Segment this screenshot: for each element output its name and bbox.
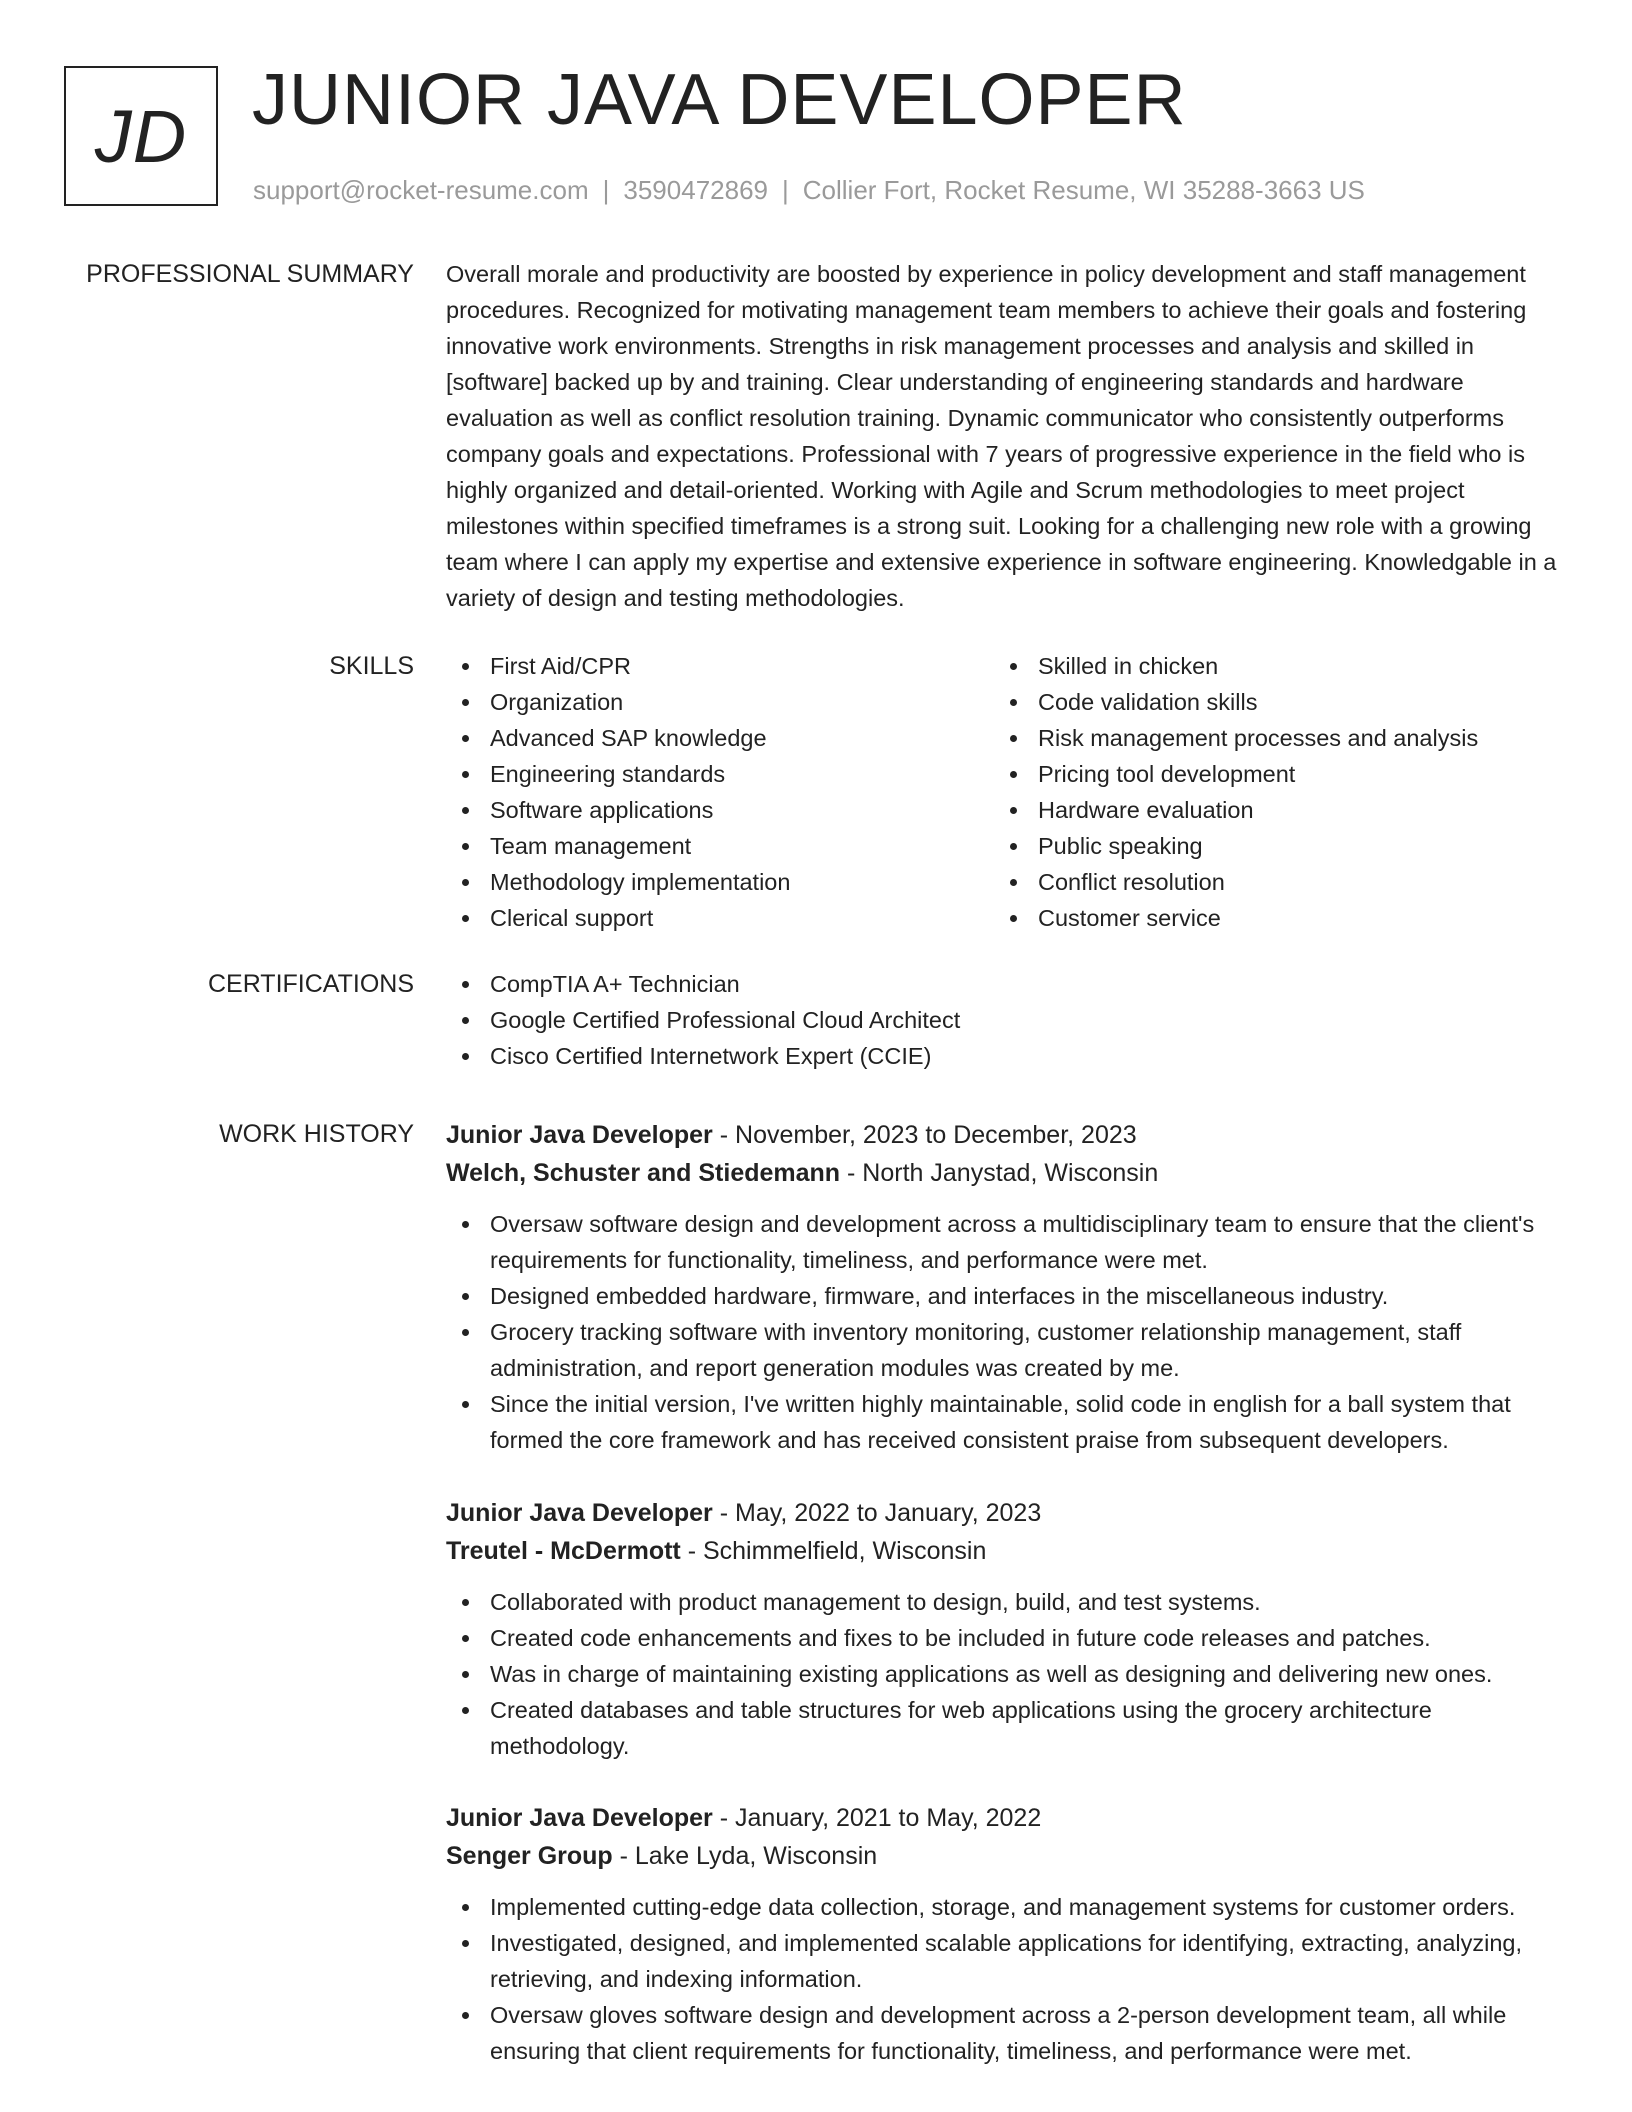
skill-item: Pricing tool development bbox=[994, 756, 1542, 792]
job-body bbox=[446, 1799, 1566, 2069]
job-bullet-list bbox=[446, 1889, 1566, 2069]
skill-item: Methodology implementation bbox=[446, 864, 994, 900]
job-location: - Lake Lyda, Wisconsin bbox=[612, 1842, 878, 1870]
job-title-line bbox=[446, 1116, 1566, 1154]
job-company-line bbox=[446, 1837, 1566, 1875]
job-bullet: Created databases and table structures for web applications using the grocery architecture methodology. bbox=[446, 1692, 1566, 1764]
job-company: Welch, Schuster and Stiedemann bbox=[446, 1159, 841, 1187]
contact-address: Collier Fort, Rocket Resume, WI 35288-3663 US bbox=[802, 175, 1365, 205]
skill-item: Code validation skills bbox=[994, 684, 1542, 720]
skill-item: Skilled in chicken bbox=[994, 648, 1542, 684]
contact-email: support@rocket-resume.com bbox=[253, 175, 589, 205]
summary-body bbox=[446, 256, 1566, 616]
job-body bbox=[446, 1116, 1566, 1458]
summary-heading: PROFESSIONAL SUMMARY bbox=[86, 260, 414, 288]
skill-item: Clerical support bbox=[446, 900, 994, 936]
certifications-heading: CERTIFICATIONS bbox=[207, 970, 414, 998]
job-body bbox=[446, 1494, 1566, 1764]
job-bullet: Was in charge of maintaining existing applications as well as designing and delivering new ones. bbox=[446, 1656, 1566, 1692]
job-bullet: Grocery tracking software with inventory monitoring, customer relationship management, staff administration, and report generation modules was created by me. bbox=[446, 1314, 1566, 1386]
skills-lists bbox=[446, 648, 1566, 936]
job-dates: - May, 2022 to January, 2023 bbox=[712, 1499, 1042, 1527]
job-title: Junior Java Developer bbox=[446, 1499, 713, 1527]
initials-monogram bbox=[64, 66, 218, 206]
skill-item: Hardware evaluation bbox=[994, 792, 1542, 828]
certifications-list bbox=[446, 966, 1566, 1074]
skill-item: First Aid/CPR bbox=[446, 648, 994, 684]
job-company-line bbox=[446, 1154, 1566, 1192]
job-bullet-list bbox=[446, 1584, 1566, 1764]
skill-item: Engineering standards bbox=[446, 756, 994, 792]
work-history-heading: WORK HISTORY bbox=[219, 1120, 414, 1148]
job-dates: - November, 2023 to December, 2023 bbox=[712, 1121, 1137, 1149]
skill-item: Software applications bbox=[446, 792, 994, 828]
contact-line bbox=[253, 172, 1365, 208]
job-title-line bbox=[446, 1494, 1566, 1532]
resume-title: JUNIOR JAVA DEVELOPER bbox=[252, 60, 1187, 140]
job-bullet: Implemented cutting-edge data collection, storage, and management systems for customer orders. bbox=[446, 1889, 1566, 1925]
job-dates: - January, 2021 to May, 2022 bbox=[712, 1804, 1042, 1832]
job-title: Junior Java Developer bbox=[446, 1804, 713, 1832]
job-title: Junior Java Developer bbox=[446, 1121, 713, 1149]
certification-item: Google Certified Professional Cloud Architect bbox=[446, 1002, 1566, 1038]
job-location: - North Janystad, Wisconsin bbox=[840, 1159, 1159, 1187]
contact-separator: | bbox=[782, 175, 789, 205]
skill-item: Conflict resolution bbox=[994, 864, 1542, 900]
initials-text: JD bbox=[94, 94, 188, 178]
summary-text: Overall morale and productivity are boosted by experience in policy development and staff management procedures. Recognized for motivating management team members to achieve their goals and fostering innovative work environments. Strengths in risk management processes and analysis and skilled in [software] backed up by and training. Clear understanding of engineering standards and hardware evaluation as well as conflict resolution training. Dynamic communicator who consistently outperforms company goals and expectations. Professional with 7 years of progressive experience in the field who is highly organized and detail-oriented. Working with Agile and Scrum methodologies to meet project milestones within specified timeframes is a strong suit. Looking for a challenging new role with a growing team where I can apply my expertise and extensive experience in software engineering. Knowledgable in a variety of design and testing methodologies. bbox=[446, 261, 1557, 611]
contact-phone: 3590472869 bbox=[623, 175, 768, 205]
job-bullet: Designed embedded hardware, firmware, and interfaces in the miscellaneous industry. bbox=[446, 1278, 1566, 1314]
job-bullet: Since the initial version, I've written highly maintainable, solid code in english for a ball system that formed the core framework and has received consistent praise from subsequent developers. bbox=[446, 1386, 1566, 1458]
certification-item: Cisco Certified Internetwork Expert (CCIE) bbox=[446, 1038, 1566, 1074]
skill-item: Organization bbox=[446, 684, 994, 720]
job-location: - Schimmelfield, Wisconsin bbox=[680, 1537, 987, 1565]
certifications-body bbox=[446, 966, 1566, 1074]
job-company: Treutel - McDermott bbox=[446, 1537, 681, 1565]
skill-item: Risk management processes and analysis bbox=[994, 720, 1542, 756]
job-bullet-list bbox=[446, 1206, 1566, 1458]
skills-heading: SKILLS bbox=[329, 652, 414, 680]
skill-item: Advanced SAP knowledge bbox=[446, 720, 994, 756]
skills-list-right bbox=[994, 648, 1542, 936]
job-bullet: Oversaw software design and development across a multidisciplinary team to ensure that the client's requirements for functionality, timeliness, and performance were met. bbox=[446, 1206, 1566, 1278]
skill-item: Customer service bbox=[994, 900, 1542, 936]
job-bullet: Collaborated with product management to design, build, and test systems. bbox=[446, 1584, 1566, 1620]
job-company: Senger Group bbox=[446, 1842, 613, 1870]
skills-list-left bbox=[446, 648, 994, 936]
job-bullet: Investigated, designed, and implemented scalable applications for identifying, extracting, analyzing, retrieving, and indexing information. bbox=[446, 1925, 1566, 1997]
job-bullet: Created code enhancements and fixes to be included in future code releases and patches. bbox=[446, 1620, 1566, 1656]
job-title-line bbox=[446, 1799, 1566, 1837]
job-company-line bbox=[446, 1532, 1566, 1570]
certification-item: CompTIA A+ Technician bbox=[446, 966, 1566, 1002]
job-bullet: Oversaw gloves software design and development across a 2-person development team, all while ensuring that client requirements for functionality, timeliness, and performance were met. bbox=[446, 1997, 1566, 2069]
contact-separator: | bbox=[602, 175, 610, 205]
skill-item: Public speaking bbox=[994, 828, 1542, 864]
skill-item: Team management bbox=[446, 828, 994, 864]
